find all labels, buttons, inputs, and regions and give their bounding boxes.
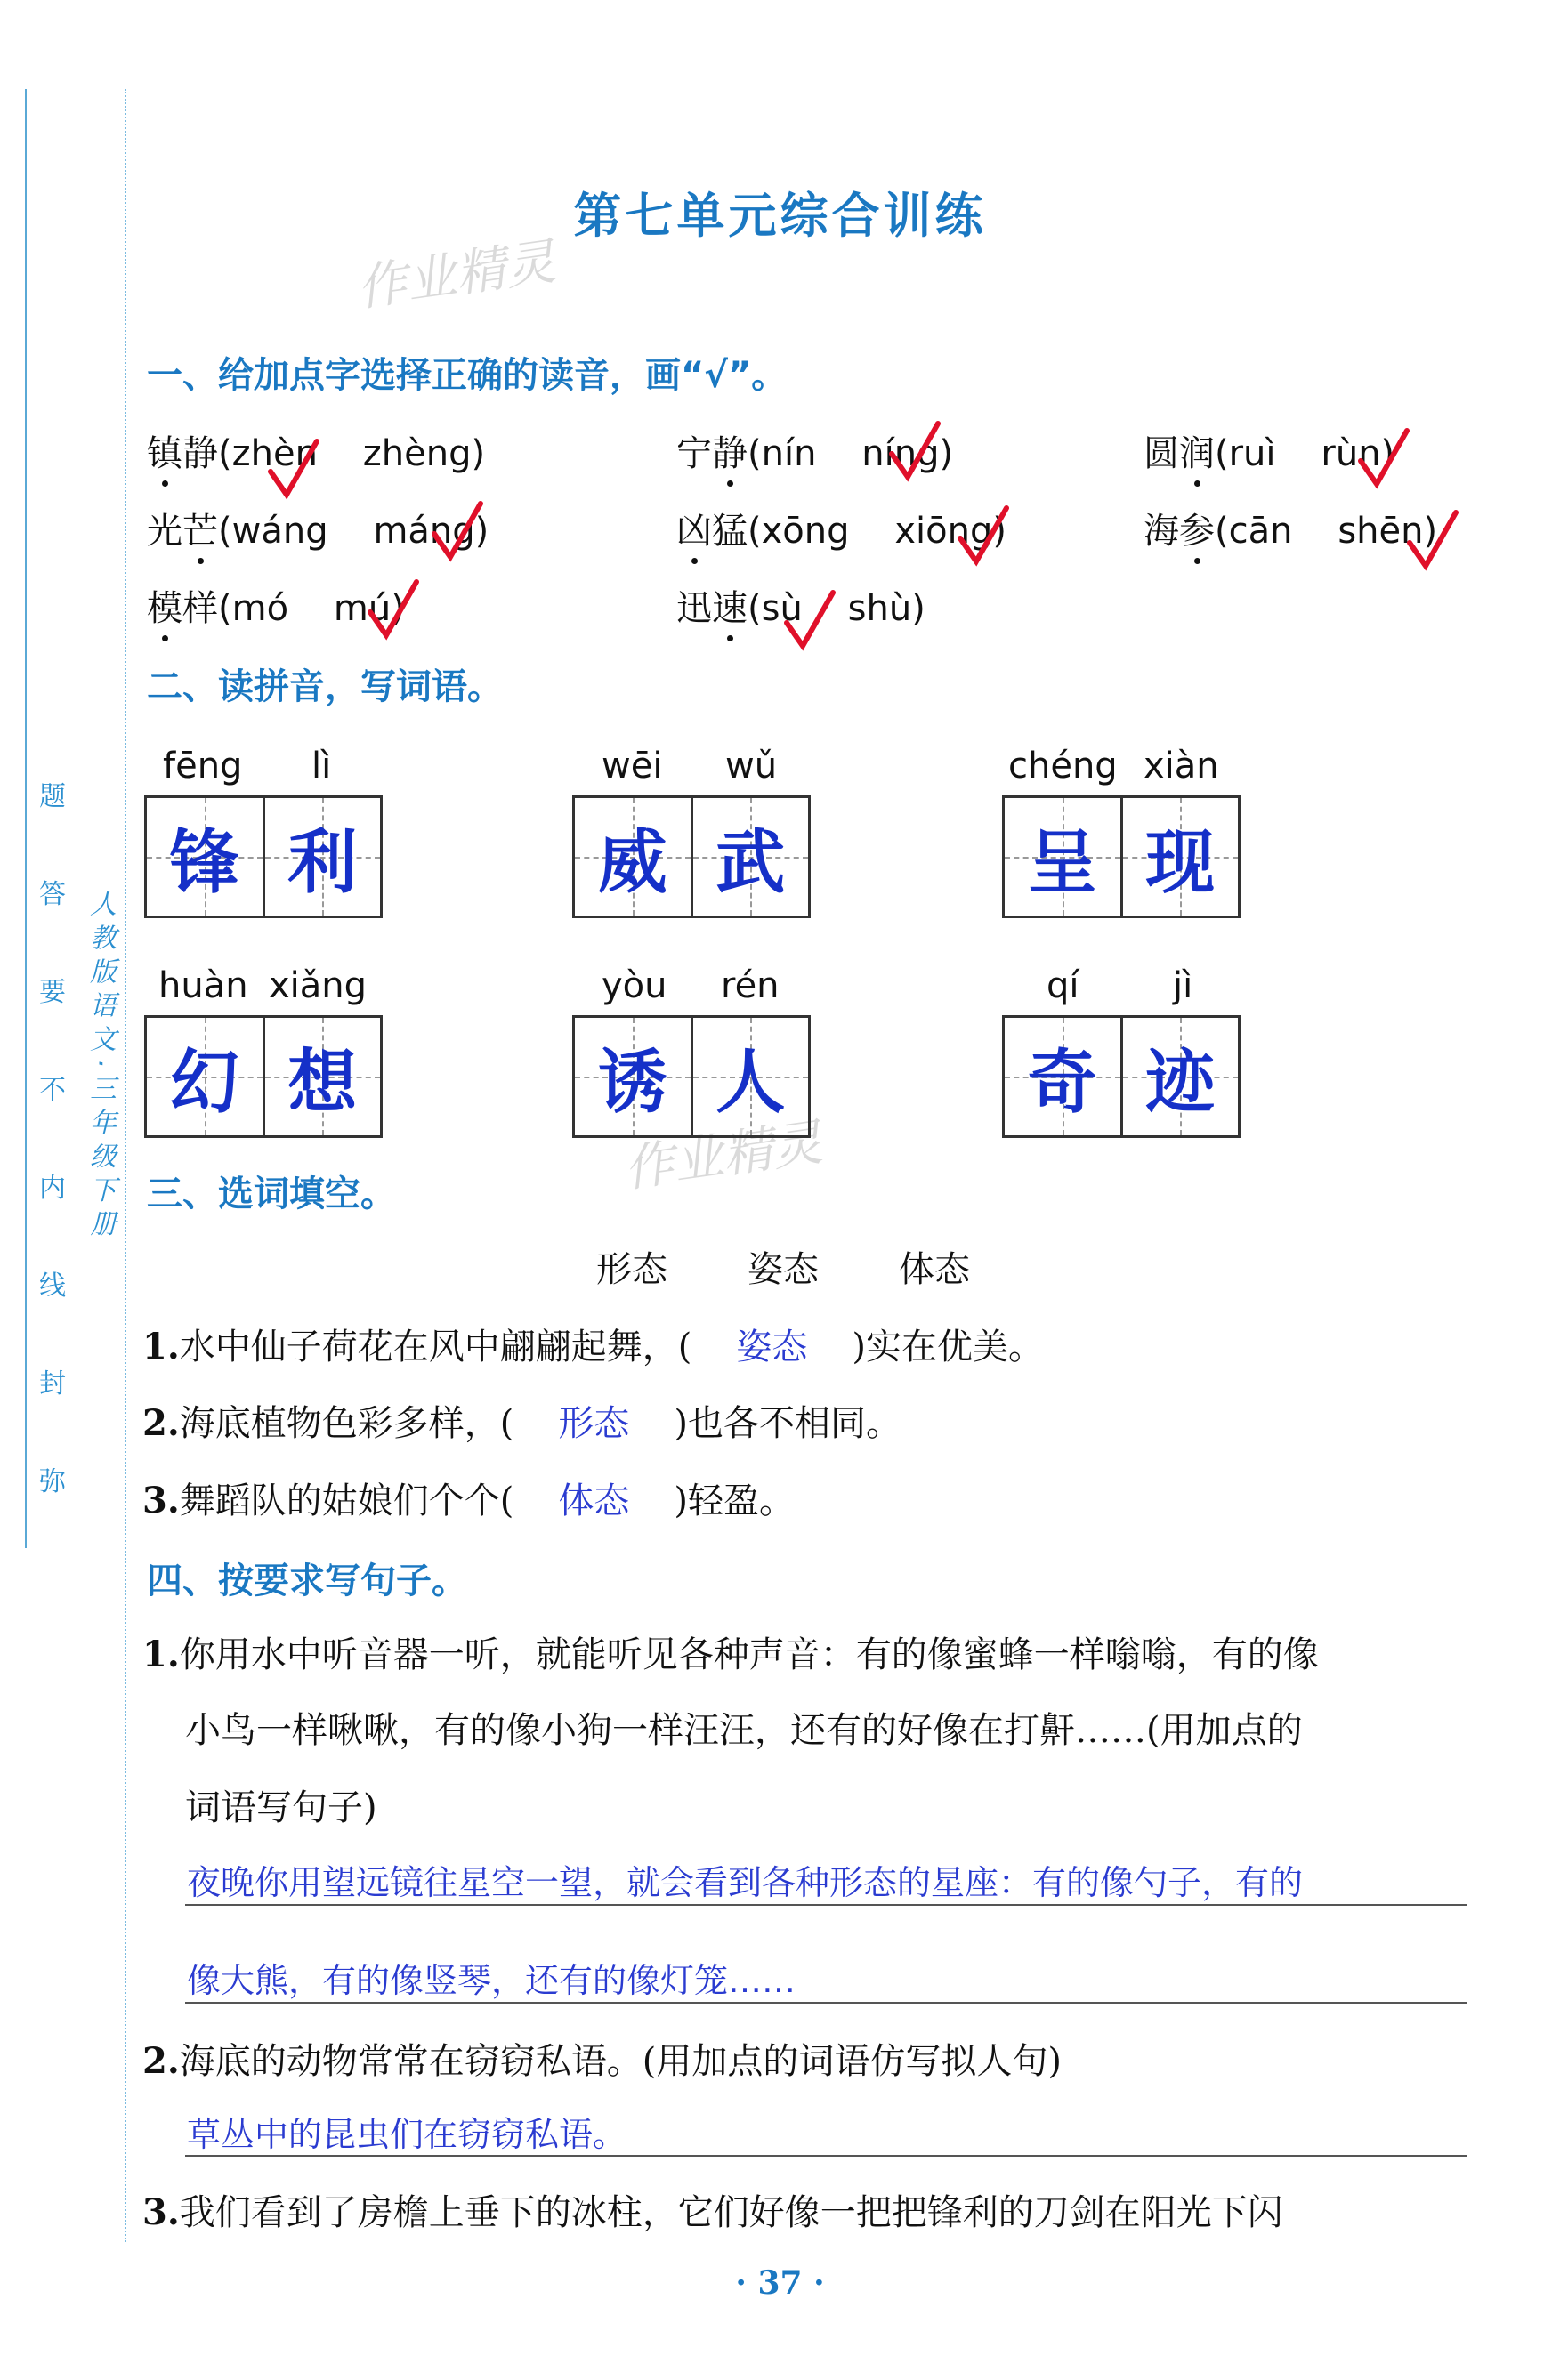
grid-pinyin: qí — [1047, 965, 1079, 1006]
answer-text: 形态 — [558, 1403, 630, 1444]
question-number: 3. — [142, 1480, 180, 1521]
pinyin-option: nín — [761, 433, 817, 474]
word-char: 宁 — [676, 433, 712, 474]
written-char: 迹 — [1145, 1042, 1216, 1123]
written-char: 威 — [597, 822, 667, 903]
word-char: 静 — [182, 433, 218, 474]
pinyin-option: cān — [1228, 511, 1293, 552]
page-number: · 37 · — [735, 2264, 825, 2302]
word-option: 形态 — [596, 1249, 667, 1290]
dotted-char: 镇 — [147, 433, 182, 474]
checkmark-icon — [783, 587, 837, 658]
pinyin-option: xiōng — [894, 511, 993, 552]
pinyin-option: xōng — [761, 511, 850, 552]
pinyin-option: shēn — [1338, 511, 1424, 552]
book-label: 人教版语文·三年级下册 — [85, 890, 116, 1244]
grid-cell — [1120, 798, 1239, 916]
character-grid — [572, 795, 811, 918]
checkmark-icon — [1406, 507, 1459, 578]
paren: ) — [471, 433, 486, 474]
dotted-char: 芒 — [182, 511, 218, 552]
grid-cell — [263, 1018, 381, 1135]
paren: ( — [748, 511, 762, 552]
pinyin-option: ruì — [1228, 433, 1276, 474]
seal-char: 题 — [39, 781, 66, 812]
answer-text: 姿态 — [736, 1327, 808, 1367]
dotted-char: 速 — [712, 588, 748, 629]
grid-pinyin: rén — [721, 965, 780, 1006]
fill-item — [142, 1395, 901, 1446]
pinyin-option: wáng — [231, 511, 328, 552]
fill-item — [142, 1472, 795, 1523]
grid-cell — [575, 798, 691, 916]
question-text: 你用水中听音器一听，就能听见各种声音：有的像蜜蜂一样嗡嗡，有的像 — [179, 1634, 1319, 1675]
word-char: 样 — [182, 588, 218, 629]
word-char: 圆 — [1144, 433, 1179, 474]
question-text: )轻盈。 — [674, 1480, 795, 1521]
written-char: 诱 — [597, 1042, 667, 1123]
word-option: 姿态 — [748, 1249, 819, 1290]
grid-pinyin: wǔ — [725, 746, 778, 787]
paren: ) — [939, 433, 954, 474]
word-char: 猛 — [712, 511, 748, 552]
question-text: )也各不相同。 — [674, 1403, 901, 1444]
paren: ( — [218, 588, 232, 629]
pinyin-option: níng — [861, 433, 940, 474]
question-number: 3. — [142, 2191, 180, 2233]
character-grid — [144, 1015, 383, 1138]
paren: ) — [911, 588, 925, 629]
checkmark-icon — [267, 436, 320, 507]
dotted-char: 模 — [147, 588, 182, 629]
paren: ) — [1380, 433, 1395, 474]
question-line — [142, 2033, 1062, 2084]
grid-cell — [263, 798, 381, 916]
grid-pinyin: xiàn — [1144, 746, 1219, 787]
grid-cell — [691, 1018, 809, 1135]
question-text: 海底的动物常常在窃窃私语。(用加点的词语仿写拟人句) — [179, 2041, 1062, 2082]
paren: ) — [992, 511, 1006, 552]
question-number: 2. — [142, 1402, 180, 1444]
pinyin-item — [1144, 503, 1437, 553]
seal-char: 封 — [39, 1368, 66, 1400]
word-char: 迅 — [676, 588, 712, 629]
word-options — [596, 1241, 970, 1292]
grid-pinyin: fēng — [163, 746, 243, 787]
word-option: 体态 — [899, 1249, 970, 1290]
seal-char: 不 — [39, 1075, 66, 1106]
word-char: 海 — [1144, 511, 1179, 552]
grid-pinyin: lì — [311, 746, 332, 787]
answer-text: 像大熊，有的像竖琴，还有的像灯笼…… — [187, 1961, 796, 2000]
watermark: 作业精灵 — [620, 1113, 827, 1199]
seal-char: 线 — [39, 1271, 66, 1302]
section-2-heading: 二、读拼音，写词语。 — [147, 666, 503, 707]
grid-cell — [147, 798, 263, 916]
answer-text: 体态 — [558, 1480, 630, 1521]
margin-rule — [25, 89, 27, 1548]
character-grid — [572, 1015, 811, 1138]
pinyin-option: shù — [847, 588, 912, 629]
grid-cell — [147, 1018, 263, 1135]
pinyin-option: máng — [373, 511, 475, 552]
question-text: 水中仙子荷花在风中翩翩起舞，( — [179, 1327, 692, 1367]
section-3-heading: 三、选词填空。 — [147, 1174, 396, 1214]
answer-line — [185, 2002, 1467, 2004]
margin-dotted-rule — [125, 89, 126, 2242]
answer-line — [185, 1904, 1467, 1906]
paren: ( — [1215, 511, 1229, 552]
answer-text: 草丛中的昆虫们在窃窃私语。 — [187, 2115, 627, 2154]
grid-pinyin: wēi — [602, 746, 663, 787]
seal-char: 答 — [39, 879, 66, 910]
pinyin-option: zhèn — [231, 433, 318, 474]
paren: ) — [1423, 511, 1438, 552]
section-1-heading: 一、给加点字选择正确的读音，画“√”。 — [147, 355, 788, 396]
question-text: 海底植物色彩多样，( — [179, 1403, 514, 1444]
character-grid — [144, 795, 383, 918]
grid-cell — [1120, 1018, 1239, 1135]
grid-cell — [1005, 1018, 1120, 1135]
question-line — [142, 2184, 1283, 2235]
paren: ( — [218, 433, 232, 474]
grid-pinyin: yòu — [602, 965, 667, 1006]
answer-text: 夜晚你用望远镜往星空一望，就会看到各种形态的星座：有的像勺子，有的 — [187, 1863, 1304, 1902]
checkmark-icon — [431, 498, 484, 569]
question-number: 1. — [142, 1326, 180, 1367]
question-text: 词语写句子) — [185, 1787, 377, 1828]
written-char: 呈 — [1027, 822, 1097, 903]
grid-pinyin: chéng — [1008, 746, 1118, 787]
question-text: 我们看到了房檐上垂下的冰柱，它们好像一把把锋利的刀剑在阳光下闪 — [179, 2192, 1283, 2233]
character-grid — [1002, 1015, 1241, 1138]
written-char: 幻 — [169, 1042, 239, 1123]
seal-line-notice — [37, 774, 68, 1498]
question-line — [142, 1626, 1319, 1677]
written-char: 现 — [1145, 822, 1216, 903]
grid-pinyin: huàn — [158, 965, 248, 1006]
paren: ( — [218, 511, 232, 552]
written-char: 人 — [715, 1042, 786, 1123]
paren: ( — [748, 588, 762, 629]
question-number: 2. — [142, 2040, 180, 2082]
checkmark-icon — [1357, 425, 1410, 496]
paren: ( — [1215, 433, 1229, 474]
dotted-char: 润 — [1179, 433, 1215, 474]
pinyin-option: mú — [333, 588, 392, 629]
seal-char: 弥 — [39, 1466, 66, 1497]
question-text: )实在优美。 — [852, 1327, 1044, 1367]
dotted-char: 参 — [1179, 511, 1215, 552]
grid-cell — [575, 1018, 691, 1135]
grid-pinyin: jì — [1173, 965, 1193, 1006]
paren: ) — [391, 588, 405, 629]
paren: ) — [474, 511, 489, 552]
dotted-char: 静 — [712, 433, 748, 474]
question-number: 1. — [142, 1634, 180, 1675]
written-char: 武 — [715, 822, 786, 903]
question-text: 小鸟一样啾啾，有的像小狗一样汪汪，还有的好像在打鼾……(用加点的 — [185, 1710, 1303, 1751]
page-title: 第七单元综合训练 — [573, 187, 987, 244]
seal-char: 内 — [39, 1173, 66, 1204]
checkmark-icon — [367, 577, 420, 648]
word-char: 光 — [147, 511, 182, 552]
written-char: 锋 — [169, 822, 239, 903]
watermark: 作业精灵 — [353, 232, 560, 319]
pinyin-option: zhèng — [362, 433, 472, 474]
checkmark-icon — [888, 418, 942, 489]
answer-line — [185, 2155, 1467, 2157]
section-4-heading: 四、按要求写句子。 — [147, 1561, 467, 1601]
dotted-char: 凶 — [676, 511, 712, 552]
checkmark-icon — [957, 503, 1010, 574]
pinyin-option: mó — [231, 588, 289, 629]
grid-pinyin: xiǎng — [269, 965, 368, 1006]
pinyin-option: sù — [761, 588, 803, 629]
grid-cell — [691, 798, 809, 916]
written-char: 奇 — [1027, 1042, 1097, 1123]
character-grid — [1002, 795, 1241, 918]
grid-cell — [1005, 798, 1120, 916]
written-char: 想 — [287, 1042, 358, 1123]
pinyin-option: rùn — [1321, 433, 1381, 474]
fill-item — [142, 1319, 1044, 1369]
paren: ( — [748, 433, 762, 474]
written-char: 利 — [287, 822, 358, 903]
question-text: 舞蹈队的姑娘们个个( — [179, 1480, 514, 1521]
seal-char: 要 — [39, 977, 66, 1008]
